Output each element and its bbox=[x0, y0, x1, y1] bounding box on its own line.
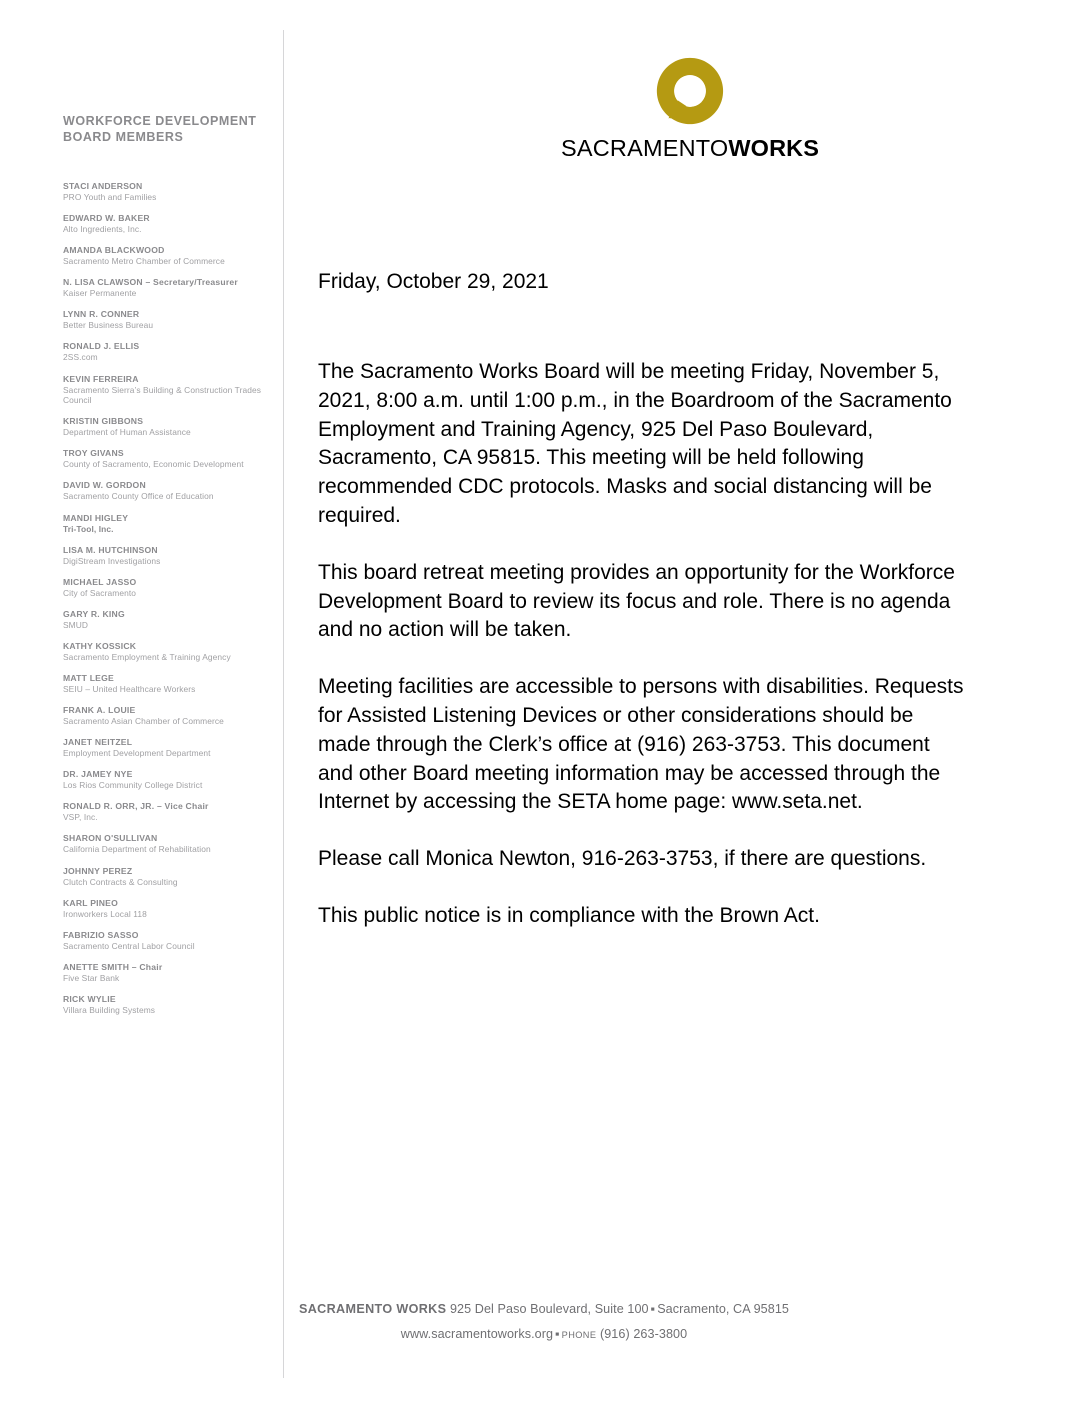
logo-wordmark-light: SACRAMENTO bbox=[561, 135, 729, 161]
sidebar-title: WORKFORCE DEVELOPMENT BOARD MEMBERS bbox=[63, 114, 257, 144]
board-member-name: KRISTIN GIBBONS bbox=[63, 416, 144, 427]
letter-body bbox=[318, 268, 966, 931]
board-member-organization: DigiStream Investigations bbox=[63, 555, 161, 566]
vertical-divider bbox=[283, 30, 284, 1378]
board-member-name: JANET NEITZEL bbox=[63, 737, 133, 748]
footer-contact-line bbox=[0, 1325, 1088, 1345]
board-member-organization: PRO Youth and Families bbox=[63, 192, 157, 202]
page-footer bbox=[0, 1300, 1088, 1345]
board-member-organization: Los Rios Community College District bbox=[63, 780, 203, 791]
board-member-name: LYNN R. CONNER bbox=[63, 309, 140, 320]
letter-paragraph: This public notice is in compliance with the Brown Act. bbox=[318, 903, 820, 927]
board-member-name: KATHY KOSSICK bbox=[63, 640, 137, 651]
board-member-entry bbox=[63, 480, 281, 502]
board-member-entry bbox=[63, 577, 281, 599]
board-members-sidebar bbox=[63, 114, 281, 1026]
board-member-name: LISA M. HUTCHINSON bbox=[63, 544, 158, 555]
logo-wordmark bbox=[560, 135, 820, 161]
letter-paragraph: Please call Monica Newton, 916-263-3753, if there are questions. bbox=[318, 847, 927, 871]
board-member-organization: Employment Development Department bbox=[63, 748, 211, 759]
board-member-entry bbox=[63, 609, 281, 631]
board-member-organization: Sacramento Metro Chamber of Commerce bbox=[63, 256, 225, 267]
board-member-list bbox=[63, 181, 281, 1016]
board-member-organization: California Department of Rehabilitation bbox=[63, 844, 211, 855]
board-member-name: SHARON O'SULLIVAN bbox=[63, 833, 158, 844]
board-member-name: KEVIN FERREIRA bbox=[63, 373, 139, 384]
board-member-entry bbox=[63, 213, 281, 235]
footer-separator-2: ▪ bbox=[555, 1327, 560, 1341]
board-member-entry bbox=[63, 277, 281, 299]
letter-paragraphs bbox=[318, 358, 966, 931]
board-member-name: FABRIZIO SASSO bbox=[63, 929, 139, 940]
footer-phone-label: PHONE bbox=[561, 1330, 597, 1340]
board-member-organization: City of Sacramento bbox=[63, 587, 137, 598]
board-member-entry bbox=[63, 866, 281, 888]
board-member-organization: Five Star Bank bbox=[63, 972, 120, 983]
board-member-entry bbox=[63, 448, 281, 470]
footer-separator-1: ▪ bbox=[650, 1302, 656, 1316]
footer-phone: (916) 263-3800 bbox=[599, 1327, 688, 1341]
letter-paragraph: This board retreat meeting provides an opportunity for the Workforce Development Board to review its focus and role. There is no agenda and no action will be taken. bbox=[318, 560, 955, 642]
letter-date: Friday, October 29, 2021 bbox=[318, 270, 549, 293]
sacramento-works-ring-logo-icon bbox=[654, 55, 726, 127]
board-member-name: TROY GIVANS bbox=[63, 448, 124, 459]
board-member-entry bbox=[63, 769, 281, 791]
board-member-name: STACI ANDERSON bbox=[63, 181, 143, 191]
board-member-name: N. LISA CLAWSON – Secretary/Treasurer bbox=[63, 277, 238, 288]
board-member-organization: VSP, Inc. bbox=[63, 812, 98, 823]
board-member-name: FRANK A. LOUIE bbox=[63, 705, 136, 716]
board-member-entry bbox=[63, 181, 281, 203]
board-member-name: DAVID W. GORDON bbox=[63, 480, 146, 491]
board-member-organization: Tri-Tool, Inc. bbox=[63, 523, 114, 534]
board-member-organization: SEIU – United Healthcare Workers bbox=[63, 684, 196, 694]
board-member-entry bbox=[63, 245, 281, 267]
board-member-entry bbox=[63, 341, 281, 363]
board-member-entry bbox=[63, 673, 281, 695]
board-member-organization: Villara Building Systems bbox=[63, 1004, 156, 1015]
board-member-organization: Department of Human Assistance bbox=[63, 427, 191, 438]
board-member-organization: Clutch Contracts & Consulting bbox=[63, 876, 178, 887]
board-member-name: RONALD J. ELLIS bbox=[63, 341, 140, 352]
board-member-name: MATT LEGE bbox=[63, 673, 114, 683]
footer-city-state-zip: Sacramento, CA 95815 bbox=[657, 1302, 790, 1316]
footer-brand: SACRAMENTO WORKS bbox=[298, 1302, 447, 1316]
board-member-name: DR. JAMEY NYE bbox=[63, 769, 133, 780]
board-member-name: RICK WYLIE bbox=[63, 993, 116, 1004]
board-member-entry bbox=[63, 545, 281, 567]
board-member-name: KARL PINEO bbox=[63, 897, 119, 908]
letter-paragraph: The Sacramento Works Board will be meeting Friday, November 5, 2021, 8:00 a.m. until 1:00 p.m., in the Boardroom of the Sacramento Employment and Training Agency, 925 Del Paso Boulevard, Sacramento, CA 95815. This meeting will be held following recommended CDC protocols. Masks and social distancing will be required. bbox=[318, 360, 952, 527]
board-member-name: EDWARD W. BAKER bbox=[63, 213, 150, 224]
board-member-name: ANETTE SMITH – Chair bbox=[63, 961, 163, 972]
board-member-entry bbox=[63, 416, 281, 438]
board-member-name: GARY R. KING bbox=[63, 608, 125, 619]
board-member-entry bbox=[63, 513, 281, 535]
board-member-name: MANDI HIGLEY bbox=[63, 512, 129, 523]
board-member-organization: Ironworkers Local 118 bbox=[63, 908, 147, 919]
board-member-organization: Sacramento Employment & Training Agency bbox=[63, 651, 231, 662]
board-member-entry bbox=[63, 898, 281, 920]
board-member-organization: Sacramento Asian Chamber of Commerce bbox=[63, 716, 224, 727]
board-member-entry bbox=[63, 309, 281, 331]
board-member-entry bbox=[63, 374, 281, 406]
board-member-organization: Alto Ingredients, Inc. bbox=[63, 224, 142, 235]
board-member-organization: Sacramento County Office of Education bbox=[63, 491, 214, 502]
board-member-entry bbox=[63, 962, 281, 984]
board-member-name: MICHAEL JASSO bbox=[63, 576, 137, 587]
board-member-entry bbox=[63, 994, 281, 1016]
board-member-name: JOHNNY PEREZ bbox=[63, 865, 133, 876]
board-member-organization: Sacramento Central Labor Council bbox=[63, 940, 195, 951]
board-member-entry bbox=[63, 641, 281, 663]
board-member-organization: SMUD bbox=[63, 619, 89, 630]
board-member-organization: Sacramento Sierra’s Building & Construction Trades Council bbox=[63, 384, 262, 406]
board-member-name: AMANDA BLACKWOOD bbox=[63, 245, 165, 256]
footer-address-line bbox=[0, 1300, 1088, 1319]
board-member-entry bbox=[63, 833, 281, 855]
footer-address: 925 Del Paso Boulevard, Suite 100 bbox=[449, 1302, 649, 1316]
board-member-name: RONALD R. ORR, JR. – Vice Chair bbox=[63, 801, 209, 812]
logo-wordmark-heavy: WORKS bbox=[728, 135, 819, 161]
logo-block bbox=[560, 55, 820, 161]
board-member-entry bbox=[63, 705, 281, 727]
board-member-entry bbox=[63, 930, 281, 952]
board-member-organization: 2SS.com bbox=[63, 352, 98, 363]
board-member-organization: Better Business Bureau bbox=[63, 320, 154, 331]
board-member-organization: County of Sacramento, Economic Development bbox=[63, 459, 244, 470]
letter-paragraph: Meeting facilities are accessible to persons with disabilities. Requests for Assisted Listening Devices or other considerations should be made through the Clerk’s office at (916) 263-3753. This document and other Board meeting information may be accessed through the Internet by accessing the SETA home page: www.seta.net. bbox=[318, 675, 964, 814]
board-member-entry bbox=[63, 801, 281, 823]
footer-website[interactable]: www.sacramentoworks.org bbox=[400, 1327, 554, 1341]
board-member-entry bbox=[63, 737, 281, 759]
board-member-organization: Kaiser Permanente bbox=[63, 288, 137, 299]
